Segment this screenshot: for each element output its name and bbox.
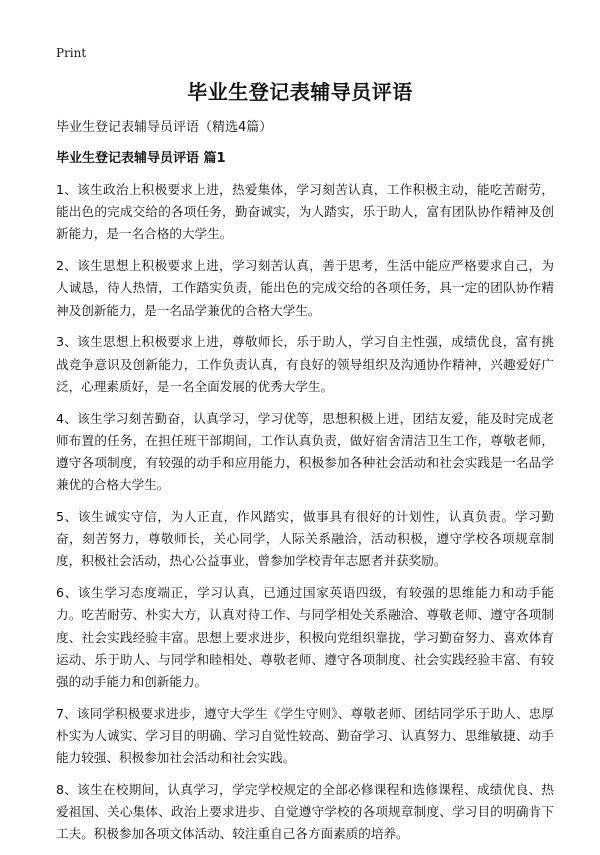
- paragraph-7: 7、该同学积极要求进步，遵守大学生《学生守则》、尊敬老师、团结同学乐于助人、忠厚朴实为人诚实、学习目的明确、学习自觉性较高、勤奋学习、认真努力、思维敏捷、动手能力较强、积极参加社会活动和社会实践。: [56, 705, 554, 766]
- paragraph-5: 5、该生诚实守信，为人正直，作风踏实，做事具有很好的计划性，认真负责。学习勤奋，刻苦努力，尊敬师长，关心同学，人际关系融洽，活动积极，遵守学校各项规章制度，积极社会活动，热心公益事业，曾参加学校青年志愿者并获奖励。: [56, 509, 554, 569]
- print-link[interactable]: Print: [56, 46, 87, 60]
- section-heading: 毕业生登记表辅导员评语 篇1: [56, 151, 226, 166]
- document-subtitle: 毕业生登记表辅导员评语（精选4篇）: [56, 120, 273, 135]
- paragraph-2: 2、该生思想上积极要求上进，学习刻苦认真，善于思考，生活中能应严格要求自己，为人诚恳，待人热情，工作踏实负责，能出色的完成交给的各项任务，具一定的团队协作精神及创新能力，是一名品学兼优的合格大学生。: [56, 258, 554, 318]
- article-body: [56, 179, 554, 855]
- paragraph-6: 6、该生学习态度端正，学习认真，已通过国家英语四级，有较强的思维能力和动手能力。吃苦耐劳、朴实大方，认真对待工作、与同学相处关系融洽、尊敬老师、遵守各项制度、社会实践经验丰富。思想上要求进步，积极向党组织靠拢，学习勤奋努力、喜欢体育运动、乐于助人、与同学和睦相处、尊敬老师、遵守各项制度、社会实践经验丰富、有较强的动手能力和创新能力。: [56, 585, 554, 690]
- paragraph-4: 4、该生学习刻苦勤奋，认真学习，学习优等，思想积极上进，团结友爱，能及时完成老师布置的任务，在担任班干部期间，工作认真负责，做好宿舍清洁卫生工作，尊敬老师，遵守各项制度，有较强的动手和应用能力，积极参加各种社会活动和社会实践是一名品学兼优的合格大学生。: [56, 410, 554, 493]
- paragraph-1: 1、该生政治上积极要求上进，热爱集体，学习刻苦认真，工作积极主动，能吃苦耐劳，能出色的完成交给的各项任务，勤奋诚实，为人踏实，乐于助人，富有团队协作精神及创新能力，是一名合格的大学生。: [56, 182, 554, 242]
- paragraph-8: 8、该生在校期间，认真学习，学完学校规定的全部必修课程和选修课程、成绩优良、热爱祖国、关心集体、政治上要求进步、自觉遵守学校的各项规章制度、学习目的明确肯下工夫。积极参加各项文体活动、较注重自己各方面素质的培养。: [56, 782, 554, 842]
- page-title: 毕业生登记表辅导员评语: [187, 80, 413, 104]
- paragraph-3: 3、该生思想上积极要求上进，尊敬师长，乐于助人，学习自主性强，成绩优良，富有挑战竞争意识及创新能力，工作负责认真，有良好的领导组织及沟通协作精神，兴趣爱好广泛，心理素质好，是一名全面发展的优秀大学生。: [56, 334, 554, 394]
